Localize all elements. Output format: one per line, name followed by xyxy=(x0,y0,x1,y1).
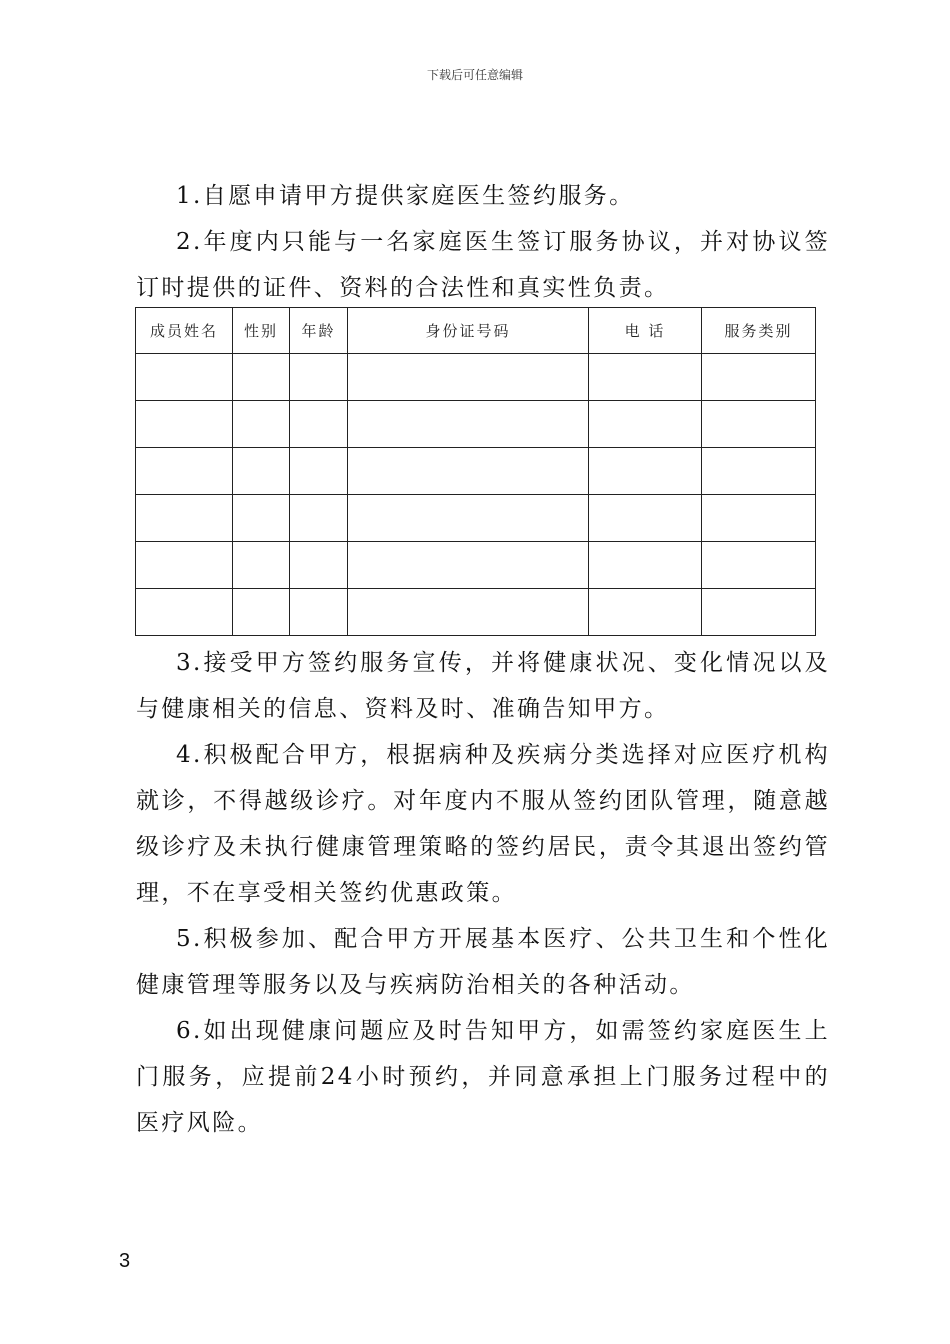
table-row xyxy=(136,495,816,542)
column-header-phone: 电 话 xyxy=(589,308,702,354)
table-cell[interactable] xyxy=(702,495,816,542)
table-cell[interactable] xyxy=(702,354,816,401)
table-cell[interactable] xyxy=(233,589,290,636)
table-cell[interactable] xyxy=(136,542,233,589)
table-cell[interactable] xyxy=(233,401,290,448)
table-cell[interactable] xyxy=(702,401,816,448)
table-cell[interactable] xyxy=(348,401,589,448)
table-cell[interactable] xyxy=(136,448,233,495)
table-cell[interactable] xyxy=(290,448,348,495)
table-cell[interactable] xyxy=(290,542,348,589)
column-header-gender: 性别 xyxy=(233,308,290,354)
paragraph-1: 1.自愿申请甲方提供家庭医生签约服务。 xyxy=(176,183,635,209)
table-cell[interactable] xyxy=(290,495,348,542)
page-number: 3 xyxy=(119,1250,131,1272)
table-cell[interactable] xyxy=(702,448,816,495)
table-cell[interactable] xyxy=(136,401,233,448)
table-cell[interactable] xyxy=(290,401,348,448)
table-cell[interactable] xyxy=(589,542,702,589)
member-table xyxy=(135,307,816,636)
table-cell[interactable] xyxy=(589,495,702,542)
table-row xyxy=(136,448,816,495)
table-row xyxy=(136,542,816,589)
table-cell[interactable] xyxy=(589,354,702,401)
paragraph-4: 4.积极配合甲方，根据病种及疾病分类选择对应医疗机构就诊，不得越级诊疗。对年度内不服从签约团队管理，随意越级诊疗及未执行健康管理策略的签约居民，责令其退出签约管理，不在享受相关签约优惠政策。 xyxy=(136,742,830,906)
table-row xyxy=(136,589,816,636)
paragraph-2: 2.年度内只能与一名家庭医生签订服务协议，并对协议签订时提供的证件、资料的合法性和真实性负责。 xyxy=(136,229,830,301)
table-cell[interactable] xyxy=(348,542,589,589)
table-cell[interactable] xyxy=(702,542,816,589)
column-header-name: 成员姓名 xyxy=(136,308,233,354)
table-row xyxy=(136,354,816,401)
table-cell[interactable] xyxy=(290,354,348,401)
table-cell[interactable] xyxy=(702,589,816,636)
table-cell[interactable] xyxy=(233,542,290,589)
table-row xyxy=(136,401,816,448)
table-cell[interactable] xyxy=(348,589,589,636)
member-table-header-row xyxy=(136,308,816,354)
table-cell[interactable] xyxy=(136,495,233,542)
table-cell[interactable] xyxy=(589,401,702,448)
paragraph-6: 6.如出现健康问题应及时告知甲方，如需签约家庭医生上门服务，应提前24小时预约，并同意承担上门服务过程中的医疗风险。 xyxy=(136,1018,830,1136)
column-header-age: 年龄 xyxy=(290,308,348,354)
table-cell[interactable] xyxy=(348,495,589,542)
table-cell[interactable] xyxy=(589,448,702,495)
table-cell[interactable] xyxy=(136,354,233,401)
table-cell[interactable] xyxy=(233,448,290,495)
table-cell[interactable] xyxy=(589,589,702,636)
column-header-id-number: 身份证号码 xyxy=(348,308,589,354)
table-cell[interactable] xyxy=(233,354,290,401)
table-cell[interactable] xyxy=(348,354,589,401)
column-header-service-type: 服务类别 xyxy=(702,308,816,354)
paragraph-3: 3.接受甲方签约服务宣传，并将健康状况、变化情况以及与健康相关的信息、资料及时、准确告知甲方。 xyxy=(136,650,830,722)
paragraph-5: 5.积极参加、配合甲方开展基本医疗、公共卫生和个性化健康管理等服务以及与疾病防治相关的各种活动。 xyxy=(136,926,830,998)
table-cell[interactable] xyxy=(348,448,589,495)
table-cell[interactable] xyxy=(136,589,233,636)
table-cell[interactable] xyxy=(233,495,290,542)
header-watermark: 下载后可任意编辑 xyxy=(426,68,523,82)
table-cell[interactable] xyxy=(290,589,348,636)
